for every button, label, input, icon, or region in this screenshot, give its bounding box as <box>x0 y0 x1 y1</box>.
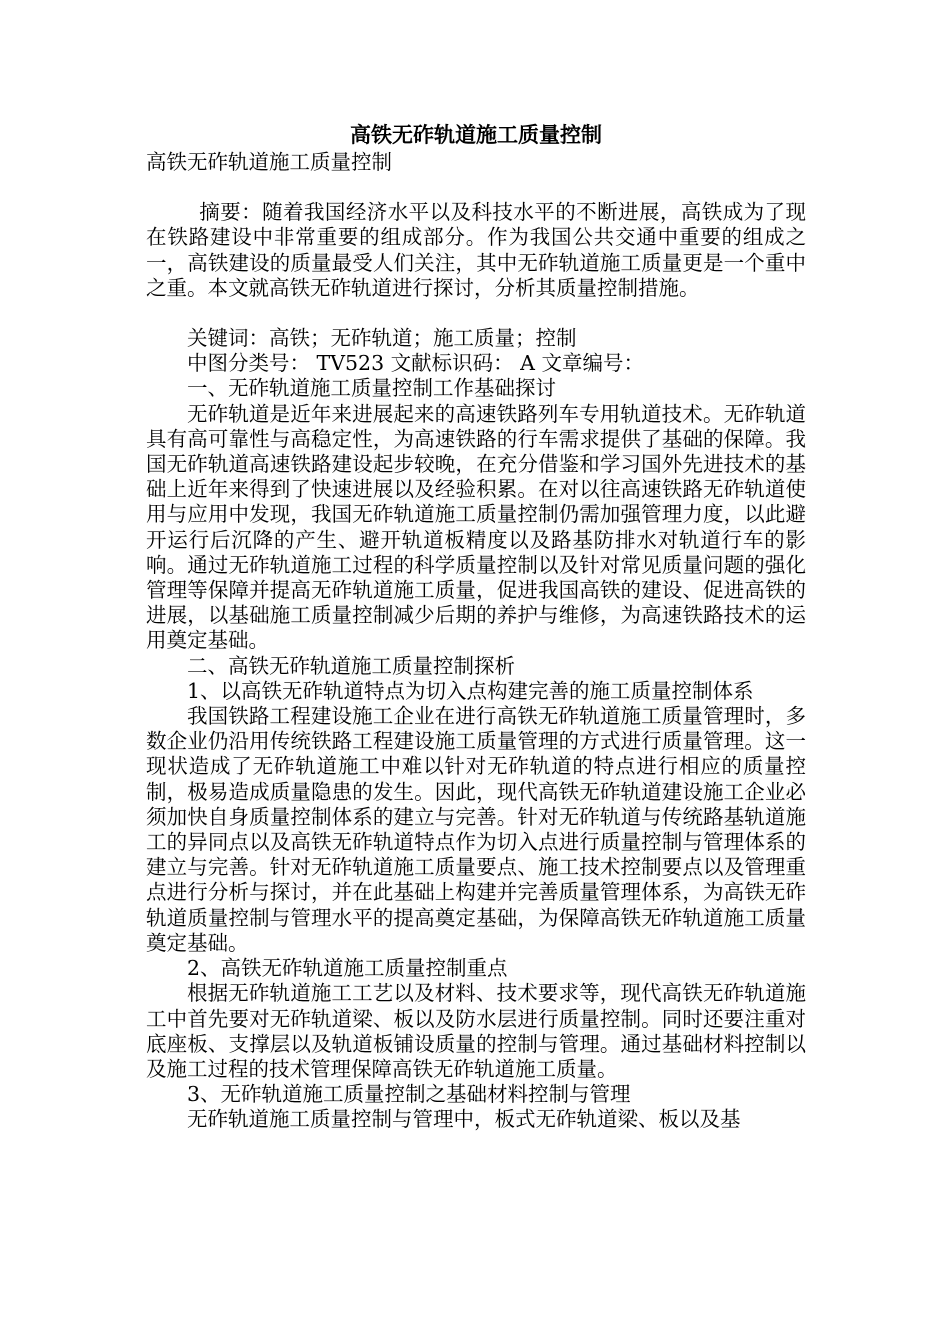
subsection3-heading: 3、无砟轨道施工质量控制之基础材料控制与管理 <box>187 1082 631 1107</box>
document-page <box>146 122 806 1133</box>
document-title: 高铁无砟轨道施工质量控制 <box>350 122 602 147</box>
subsection3-body: 无砟轨道施工质量控制与管理中，板式无砟轨道梁、板以及基 <box>187 1107 741 1132</box>
section1-heading: 一、无砟轨道施工质量控制工作基础探讨 <box>187 376 556 401</box>
document-subtitle: 高铁无砟轨道施工质量控制 <box>146 150 392 174</box>
subsection2-body: 根据无砟轨道施工工艺以及材料、技术要求等，现代高铁无砟轨道施工中首先要对无砟轨道梁、板以及防水层进行质量控制。同时还要注重对底座板、支撑层以及轨道板铺设质量的控制与管理。通过基础材料控制以及施工过程的技术管理保障高铁无砟轨道施工质量。 <box>146 981 806 1081</box>
subsection1-heading: 1、以高铁无砟轨道特点为切入点构建完善的施工质量控制体系 <box>187 678 754 703</box>
section1-body: 无砟轨道是近年来进展起来的高速铁路列车专用轨道技术。无砟轨道具有高可靠性与高稳定性，为高速铁路的行车需求提供了基础的保障。我国无砟轨道高速铁路建设起步较晚，在充分借鉴和学习国外先进技术的基础上近年来得到了快速进展以及经验积累。在对以往高速铁路无砟轨道使用与应用中发现，我国无砟轨道施工质量控制仍需加强管理力度，以此避开运行后沉降的产生、避开轨道板精度以及路基防排水对轨道行车的影响。通过无砟轨道施工过程的科学质量控制以及针对常见质量问题的强化管理等保障并提高无砟轨道施工质量，促进我国高铁的建设、促进高铁的进展，以基础施工质量控制减少后期的养护与维修，为高速铁路技术的运用奠定基础。 <box>146 401 806 653</box>
subsection2-heading: 2、高铁无砟轨道施工质量控制重点 <box>187 956 508 981</box>
subsection1-body: 我国铁路工程建设施工企业在进行高铁无砟轨道施工质量管理时，多数企业仍沿用传统铁路工程建设施工质量管理的方式进行质量管理。这一现状造成了无砟轨道施工中难以针对无砟轨道的特点进行相应的质量控制，极易造成质量隐患的发生。因此，现代高铁无砟轨道建设施工企业必须加快自身质量控制体系的建立与完善。针对无砟轨道与传统路基轨道施工的异同点以及高铁无砟轨道特点作为切入点进行质量控制与管理体系的建立与完善。针对无砟轨道施工质量要点、施工技术控制要点以及管理重点进行分析与探讨，并在此基础上构建并完善质量管理体系，为高铁无砟轨道质量控制与管理水平的提高奠定基础，为保障高铁无砟轨道施工质量奠定基础。 <box>146 704 806 955</box>
classification-line: 中图分类号： TV523 文献标识码： A 文章编号： <box>187 351 644 376</box>
abstract-paragraph: 摘要：随着我国经济水平以及科技水平的不断进展，高铁成为了现在铁路建设中非常重要的组成部分。作为我国公共交通中重要的组成之一，高铁建设的质量最受人们关注，其中无砟轨道施工质量更是一个重中之重。本文就高铁无砟轨道进行探讨，分析其质量控制措施。 <box>146 200 806 300</box>
keywords-line: 关键词：高铁；无砟轨道；施工质量；控制 <box>187 326 577 351</box>
section2-heading: 二、高铁无砟轨道施工质量控制探析 <box>187 653 515 678</box>
